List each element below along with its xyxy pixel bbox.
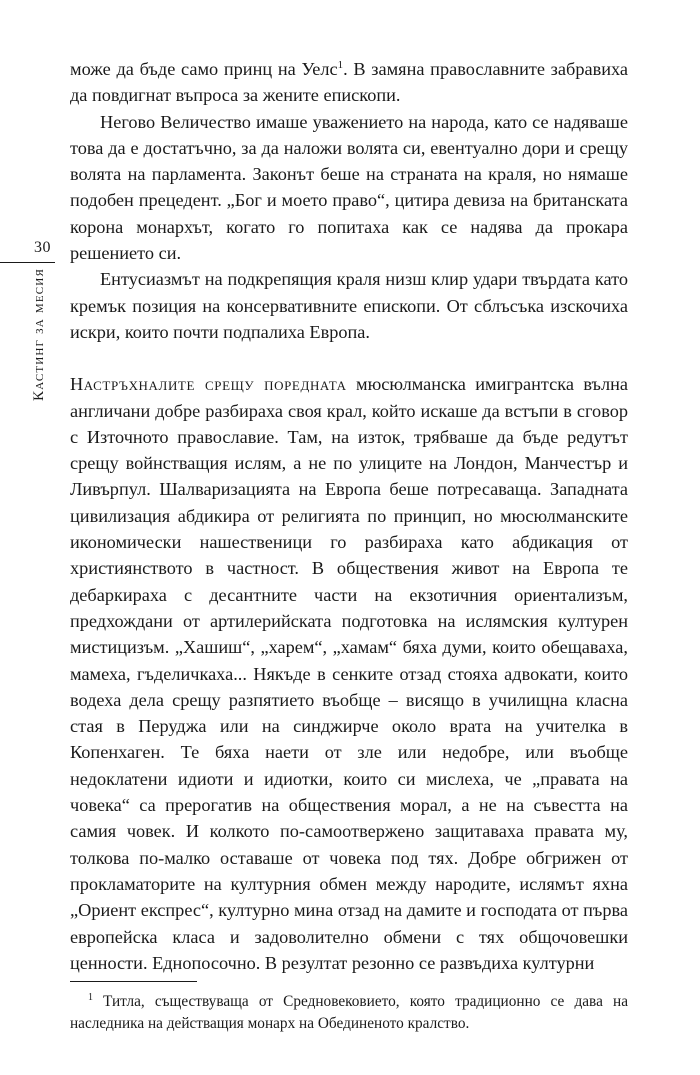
paragraph-1 [70,56,628,109]
footnote-reference: 1 [337,58,344,71]
footnote [70,991,628,1035]
footnote-mark: 1 [88,991,93,1003]
section-lead-in: Настръхналите срещу поредната [70,374,347,395]
paragraph-3: Ентусиазмът на подкрепящия краля низш клир удари твърдата като кремък позиция на консервативните епископи. От сблъсъка изскочиха искри, които почти подпалиха Европа. [70,269,628,342]
running-head: Кастинг за месия [31,268,47,401]
paragraph-1-text-end: . В замяна православните забравиха да повдигнат въпроса за жените епископи. [70,59,628,106]
running-head-rule [0,262,55,263]
footnote-rule [70,981,197,982]
footnote-text: Титла, съществуваща от Средновековието, която традиционно се дава на наследника на действащия монарх на Обединеното кралство. [70,993,628,1032]
paragraph-2: Негово Величество имаше уважението на народа, като се надяваше това да е достатъчно, за да наложи волята си, евентуално дори и срещу волята на парламента. Законът беше на страната на краля, но нямаше подобен прецедент. „Бог и моето право“, цитира девиза на британската корона монархът, когато го попитаха как се надява да прокара решението си. [70,111,628,264]
paragraph-4-text: мюсюлманска имигрантска вълна англичани добре разбираха своя крал, който искаше да встъпи в сговор с Източното православие. Там, на изток, трябваше да бъде редутът срещу войнстващия ислям, а не по улиците на Лондон, Манчестър и Ливърпул. Шалваризацията на Европа беше потресаваща. Западната цивилизация абдикира от религията по принцип, но мюсюлманските икономически нашественици го разбираха като абдикация от християнството в частност. В обществения живот на Европа те дебаркираха с десантните части на екзотичния ориентализъм, предхождани от артилерийската подготовка на ислямския културен мистицизъм. „Хашиш“, „харем“, „хамам“ бяха думи, които обещаваха, мамеха, гъделичкаха... Някъде в сенките отзад стояха адвокати, които водеха дела срещу разпятието въобще – висящо в училищна класна стая в Перуджа или на синджирче около врата на учителка в Копенхаген. Те бяха наети от зле или недобре, или въобще недоклатени идиоти и идиотки, които си мислеха, че „правата на човека“ са прерогатив на обществения морал, а не на съвестта на самия човек. И колкото по-самоотвержено защитаваха правата му, толкова по-малко оставаше от човека под тях. Добре обгрижен от прокламаторите на културния обмен между народите, ислямът яхна „Ориент експрес“, културно мина отзад на дамите и господата от първа европейска класа и задоволително обмени с тях общочовешки ценности. Еднопосочно. В резултат резонно се развъдиха културни [70,374,629,973]
paragraph-4 [70,371,628,976]
body-text [70,56,628,976]
page-number: 30 [34,239,51,256]
paragraph-1-text: може да бъде само принц на Уелс [70,59,338,79]
